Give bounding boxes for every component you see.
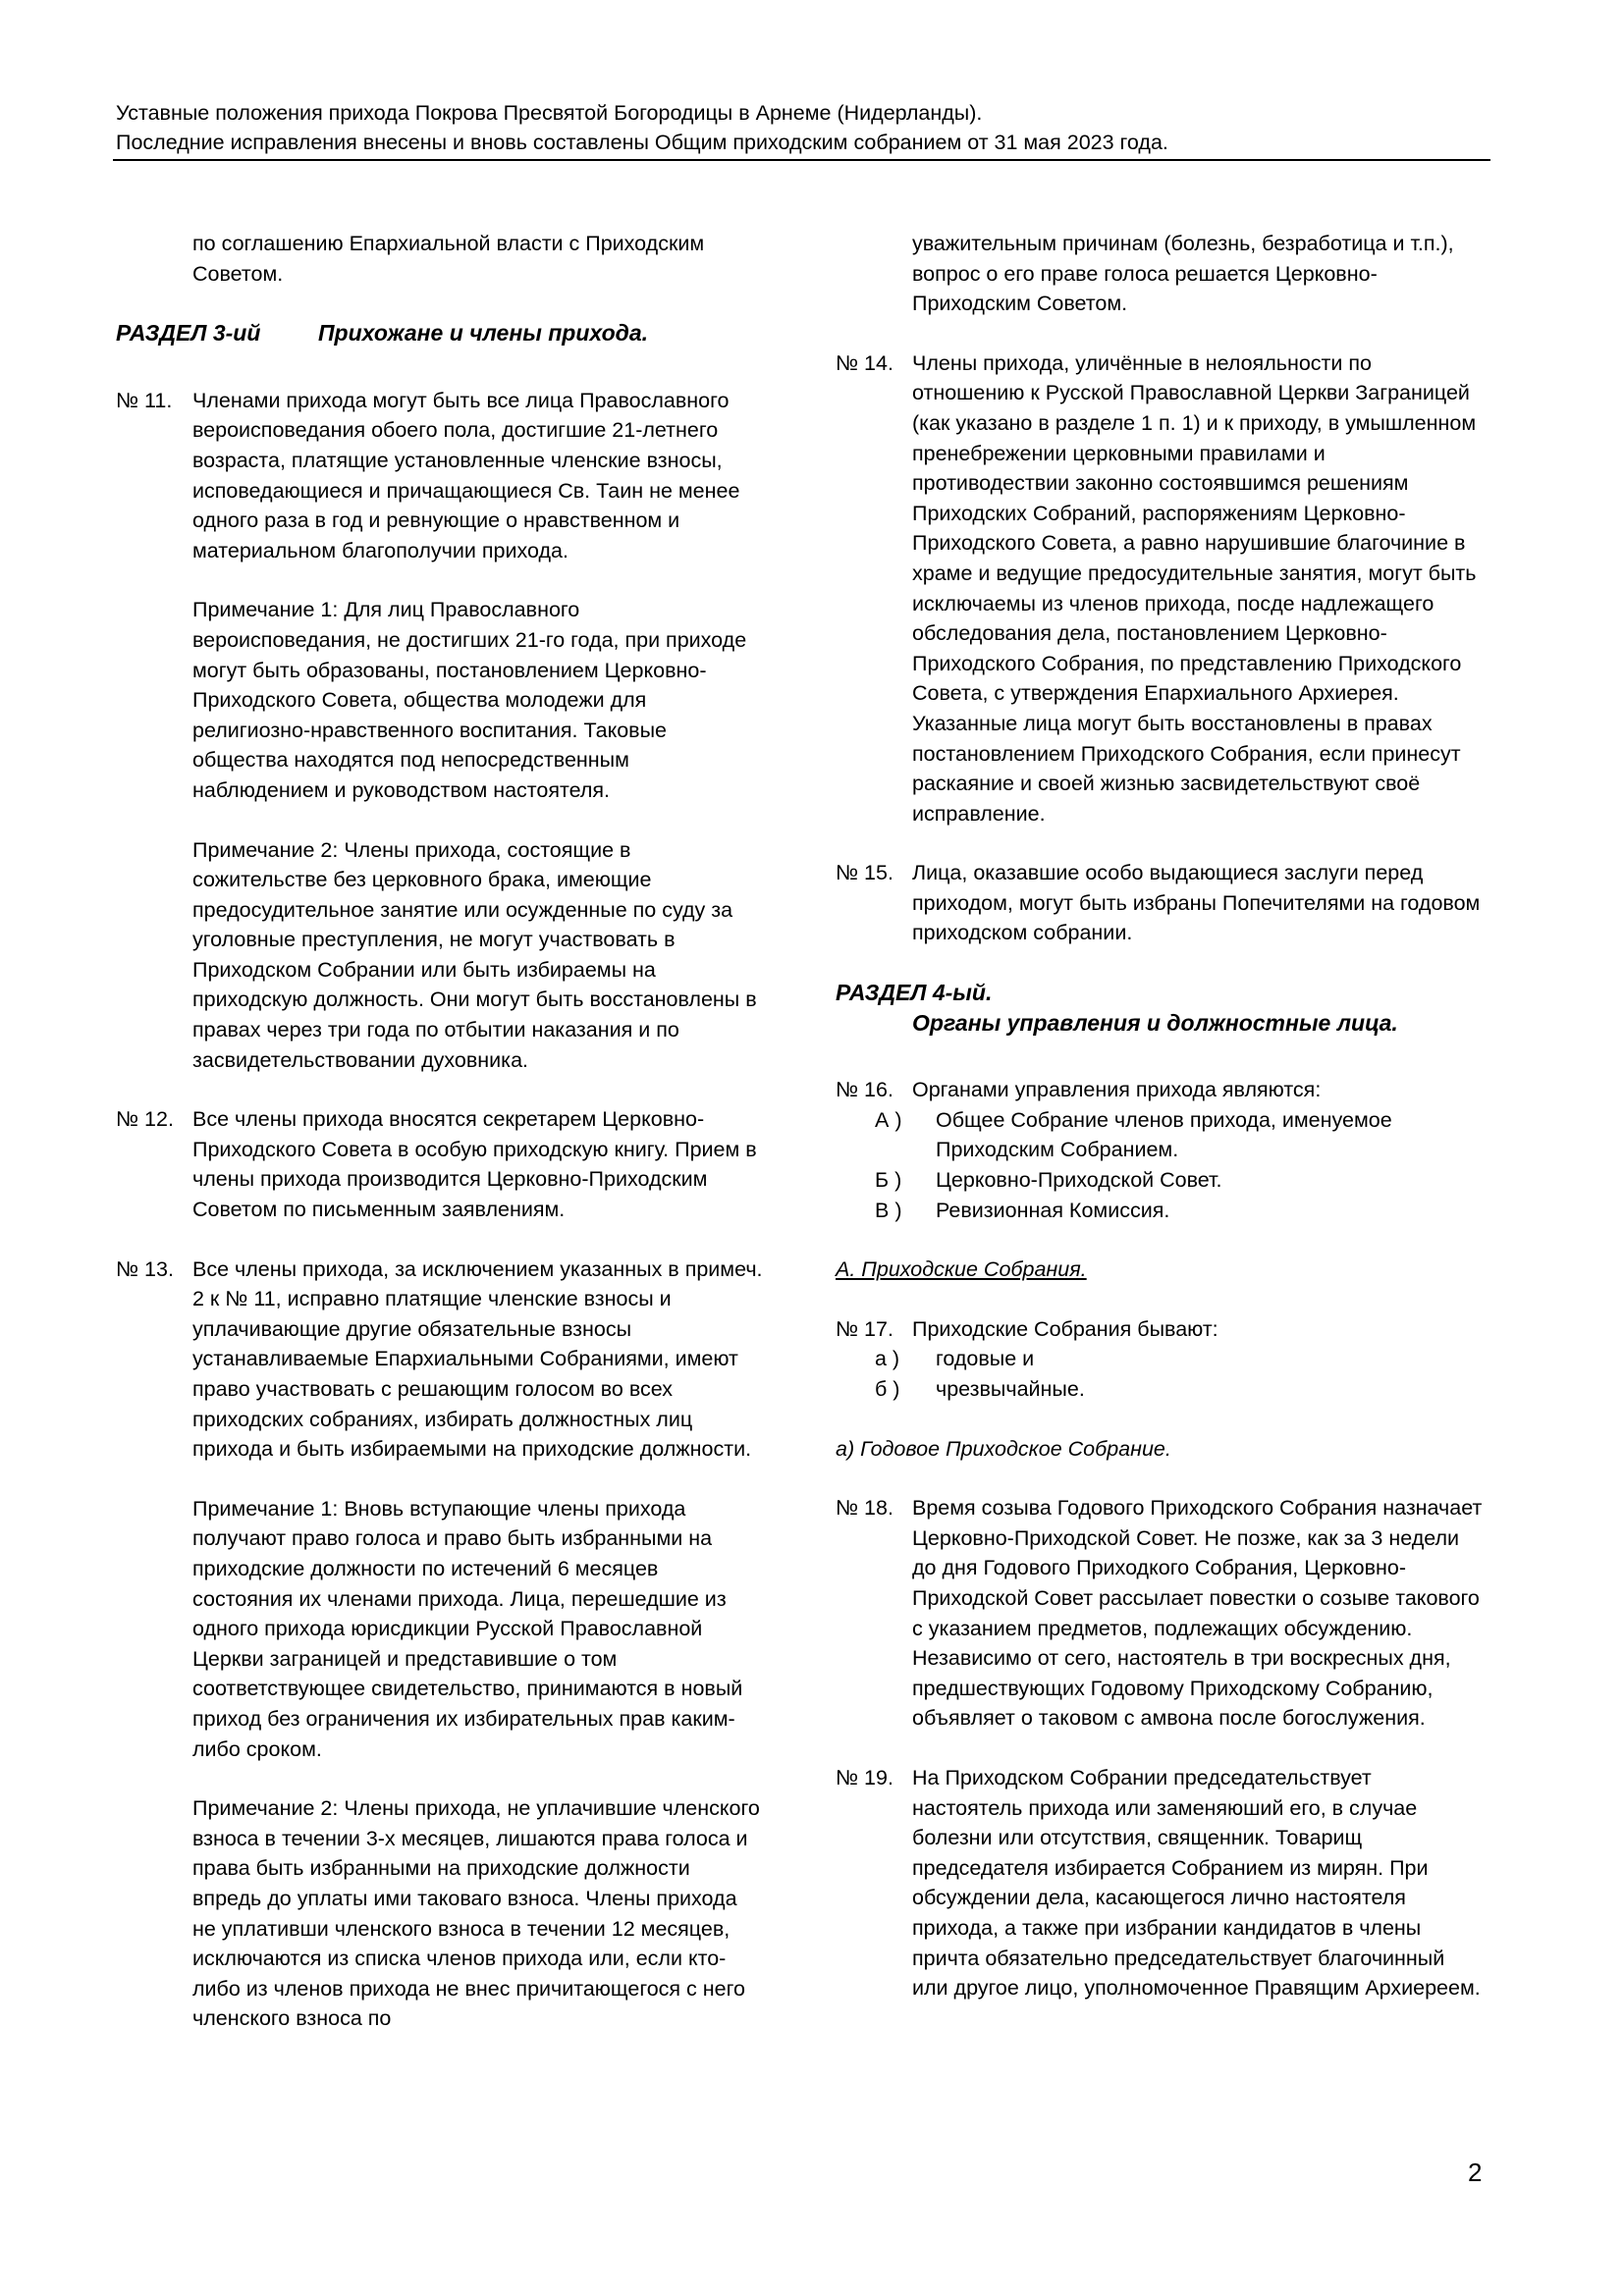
- header-line-1: Уставные положения прихода Покрова Пресвятой Богородицы в Арнеме (Нидерланды).: [116, 101, 983, 125]
- paragraph-number: № 17.: [836, 1316, 893, 1341]
- paragraph-11: [116, 386, 764, 566]
- list-text: чрезвычайные.: [936, 1377, 1085, 1401]
- section-number: РАЗДЕЛ 4-ый.: [836, 980, 993, 1006]
- paragraph-11-note-2: Примечание 2: Члены прихода, состоящие в сожительстве без церковного брака, имеющие предосудительное занятие или осужденные по суду за уголовные преступления, не могут участвовать в Приходском Собрании или быть избираемы на приходскую должность. Они могут быть восстановлены в правах через три года по отбытии наказания и по засвидетельствовании духовника.: [192, 837, 757, 1072]
- list-letter: а ): [875, 1347, 900, 1371]
- continued-text: по соглашению Епархиальной власти с Приходским Советом.: [192, 232, 705, 286]
- paragraph-17-list: [875, 1344, 1484, 1404]
- list-item: [875, 1165, 1484, 1196]
- subsection-heading: А. Приходские Собрания.: [836, 1257, 1087, 1282]
- right-column: [836, 229, 1484, 2003]
- section-3-heading: [116, 318, 764, 348]
- paragraph-13-note-2: Примечание 2: Члены прихода, не уплачившие членского взноса в течении 3-х месяцев, лишаются права голоса и права быть избранными на приходские должности впредь до уплаты ими таковаго взноса. Члены прихода не уплативши членского взноса в течении 12 месяцев, исключаются из списка членов прихода или, если кто-либо из членов прихода не внес причитающегося с него членского взноса по: [192, 1796, 760, 2031]
- paragraph-11-note-1: Примечание 1: Для лиц Православного вероисповедания, не достигших 21-го года, при приходе могут быть образованы, постановлением Церковно-Приходского Совета, общества молодежи для религиозно-нравственного воспитания. Таковые общества находятся под непосредственным наблюдением и руководством настоятеля.: [192, 598, 747, 802]
- paragraph-number: № 14.: [836, 350, 893, 375]
- paragraph-text: Членами прихода могут быть все лица Православного вероисповедания обоего пола, достигшие 21-летнего возраста, платящие установленные членские взносы, исповедающиеся и причащающиеся Св. Таин не менее одного раза в год и ревнующие о нравственном и материальном благополучии прихода.: [192, 388, 740, 562]
- paragraph-13: [116, 1255, 764, 1465]
- paragraph-text: Члены прихода, уличённые в нелояльности по отношению к Русской Православной Церкви Заграницей (как указано в разделе 1 п. 1) и к приходу, в умышленном пренебрежении церковными правилами и противодествии законно состоявшимся решениям Приходских Собраний, распоряжениям Церковно-Приходского Совета, а равно нарушившие благочиние в храме и ведущие предосудительные занятия, могут быть исключаемы из членов прихода, посде надлежащего обследования дела, постановлением Церковно-Приходского Собрания, по представлению Приходского Совета, с утверждения Епархиального Архиерея. Указанные лица могут быть восстановлены в правах постановлением Приходского Собрания, если принесут раскаяние и своей жизнью засвидетельствуют своё исправление.: [912, 350, 1477, 826]
- list-letter: б ): [875, 1377, 900, 1401]
- section-number: РАЗДЕЛ 3-ий: [116, 320, 261, 347]
- list-text: Общее Собрание членов прихода, именуемое Приходским Собранием.: [936, 1107, 1392, 1162]
- paragraph-12: [116, 1104, 764, 1224]
- paragraph-14: [836, 348, 1484, 829]
- paragraph-text: Время созыва Годового Приходского Собрания назначает Церковно-Приходской Совет. Не позже, как за 3 недели до дня Годового Приходкого Собрания, Церковно-Приходской Совет рассылает повестки о созыве такового с указанием предметов, подлежащих обсуждению. Независимо от сего, настоятель в три воскресных дня, предшествующих Годовому Приходскому Собранию, объявляет о таковом с амвона после богослужения.: [912, 1496, 1483, 1731]
- paragraph-15: [836, 858, 1484, 948]
- paragraph-18: [836, 1493, 1484, 1734]
- paragraph-text: Приходские Собрания бывают:: [912, 1316, 1218, 1341]
- paragraph-text: Лица, оказавшие особо выдающиеся заслуги перед приходом, могут быть избраны Попечителями на годовом приходском собрании.: [912, 861, 1481, 945]
- paragraph-13-note-1: Примечание 1: Вновь вступающие члены прихода получают право голоса и право быть избранными на приходские должности по истечений 6 месяцев состояния их членами прихода. Лица, перешедшие из одного прихода юрисдикции Русской Православной Церкви заграницей и представившие о том соответствующее свидетельство, принимаются в новый приход без ограничения их избирательных прав каким-либо сроком.: [192, 1496, 743, 1761]
- list-item: [875, 1344, 1484, 1374]
- list-text: годовые и: [936, 1347, 1035, 1371]
- section-4-heading: [836, 978, 1484, 1038]
- paragraph-text: На Приходском Собрании председательствует настоятель прихода или заменяюший его, в случае болезни или отсутствия, священник. Товарищ председателя избирается Собранием из мирян. При обсуждении дела, касающегося лично настоятеля прихода, а также при избрании кандидатов в члены причта обязательно председательствует благочинный или другое лицо, уполномоченное Правящим Архиереем.: [912, 1765, 1481, 2001]
- list-text: Ревизионная Комиссия.: [936, 1198, 1170, 1222]
- paragraph-number: № 11.: [116, 388, 173, 412]
- list-letter: Б ): [875, 1168, 902, 1193]
- page-number: 2: [1468, 2158, 1483, 2187]
- list-item: [875, 1105, 1484, 1165]
- section-title: Органы управления и должностные лица.: [912, 1009, 1398, 1036]
- left-column: [116, 229, 764, 2034]
- paragraph-16-list: [875, 1105, 1484, 1225]
- list-item: [875, 1196, 1484, 1226]
- list-text: Церковно-Приходской Совет.: [936, 1168, 1222, 1193]
- paragraph-number: № 15.: [836, 861, 893, 885]
- paragraph-text: Все члены прихода вносятся секретарем Церковно-Приходского Совета в особую приходскую книгу. Прием в члены прихода производится Церковно-Приходским Советом по письменным заявлениям.: [192, 1107, 757, 1222]
- paragraph-number: № 13.: [116, 1256, 174, 1281]
- paragraph-text: Органами управления прихода являются:: [912, 1078, 1322, 1102]
- paragraph-text: Все члены прихода, за исключением указанных в примеч. 2 к № 11, исправно платящие членские взносы и уплачивающие другие обязательные взносы устанавливаемые Епархиальными Собраниями, имеют право участвовать с решающим голосом во всех приходских собраниях, избирать должностных лиц прихода и быть избираемыми на приходские должности.: [192, 1256, 763, 1462]
- paragraph-19: [836, 1763, 1484, 2003]
- list-letter: А ): [875, 1107, 902, 1132]
- section-title: Прихожане и члены прихода.: [318, 320, 649, 347]
- header-rule: [113, 159, 1490, 161]
- paragraph-number: № 18.: [836, 1496, 893, 1521]
- paragraph-number: № 12.: [116, 1107, 174, 1132]
- paragraph-number: № 16.: [836, 1078, 893, 1102]
- paragraph-16: [836, 1075, 1484, 1105]
- subsection-heading: а) Годовое Приходское Собрание.: [836, 1436, 1171, 1461]
- list-letter: В ): [875, 1198, 902, 1222]
- document-header: [116, 98, 1489, 157]
- list-item: [875, 1374, 1484, 1405]
- header-line-2: Последние исправления внесены и вновь составлены Общим приходским собранием от 31 мая 2023 года.: [116, 131, 1168, 154]
- paragraph-17: [836, 1314, 1484, 1345]
- paragraph-number: № 19.: [836, 1765, 893, 1789]
- continued-text: уважительным причинам (болезнь, безработица и т.п.), вопрос о его праве голоса решается Церковно-Приходским Советом.: [912, 232, 1454, 316]
